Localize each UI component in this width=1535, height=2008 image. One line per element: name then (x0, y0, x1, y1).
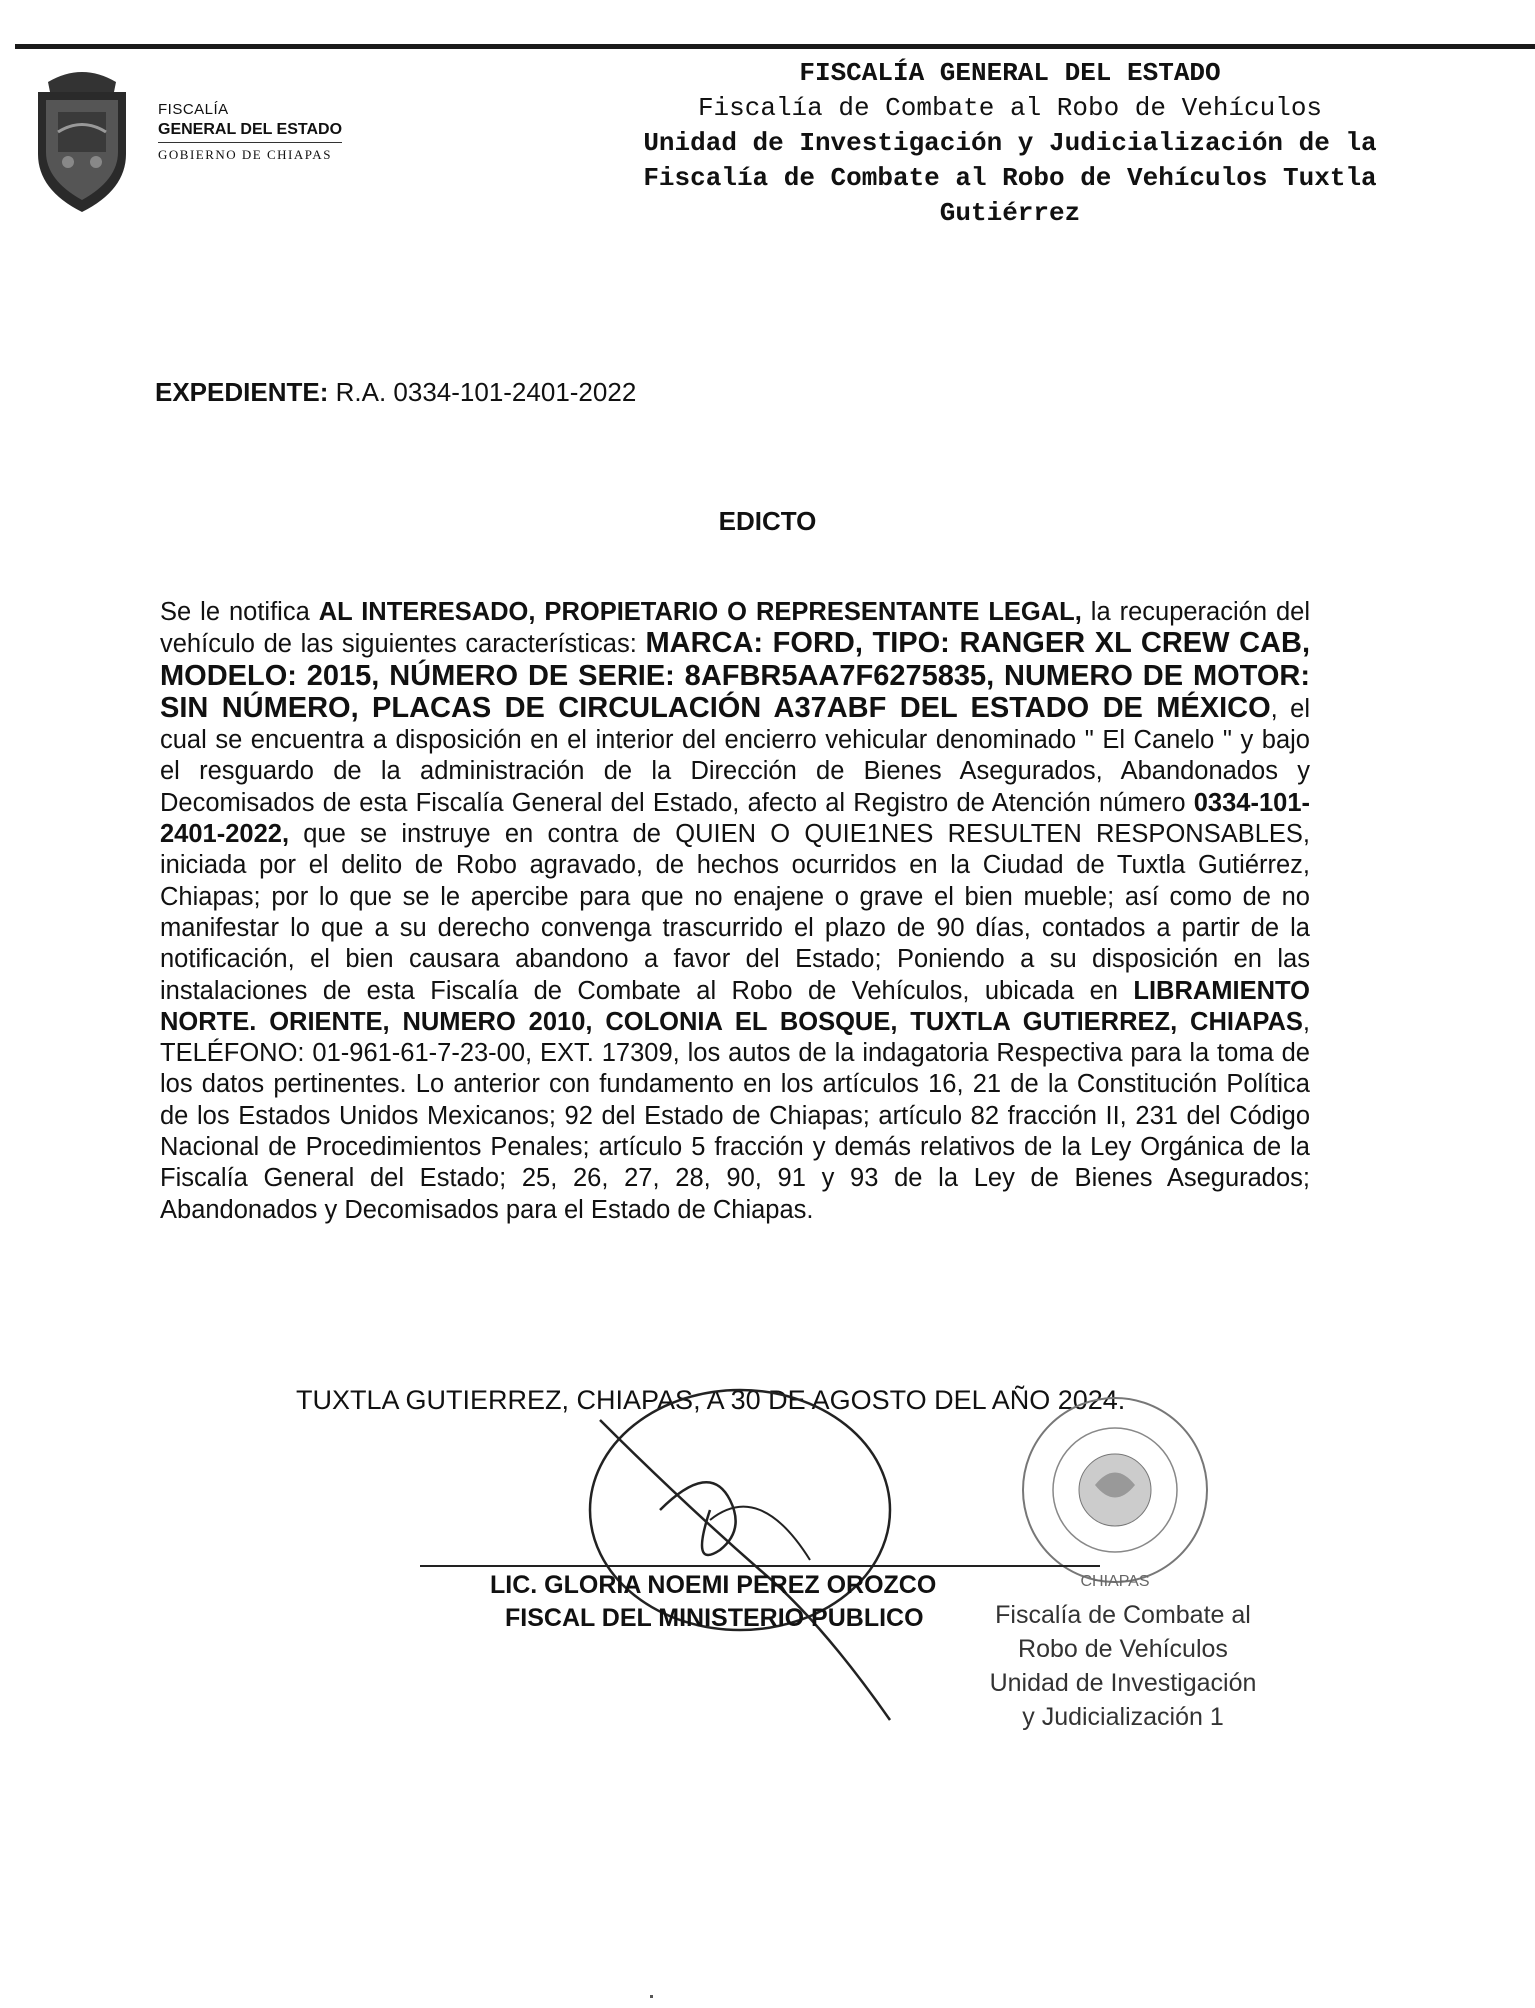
body-text-5: , TELÉFONO: 01-961-61-7-23-00, EXT. 17309, los autos de la indagatoria Respectiva para la toma de los datos pertinentes. Lo anterior con fundamento en los artículos 16, 21 de la Constitución Política de los Estados Unidos Mexicanos; 92 del Estado de Chiapas; artículo 82 fracción II, 231 del Código Nacional de Procedimientos Penales; artículo 5 fracción y demás relativos de la Ley Orgánica de la Fiscalía General del Estado; 25, 26, 27, 28, 90, 91 y 93 de la Ley de Bienes Asegurados; Abandonados y Decomisados para el Estado de Chiapas. (160, 1007, 1310, 1224)
signatory-role: FISCAL DEL MINISTERIO PUBLICO (505, 1604, 924, 1632)
edicto-body (160, 597, 1310, 1226)
address-bold: LIBRAMIENTO NORTE. ORIENTE, NUMERO 2010, COLONIA EL BOSQUE, TUXTLA GUTIERREZ, CHIAPAS (160, 976, 1310, 1036)
stamp-line-1: Fiscalía de Combate al (995, 1601, 1251, 1629)
agency-block (158, 100, 342, 165)
signature-line (420, 1565, 1100, 1567)
body-text-1: Se le notifica (160, 598, 319, 626)
agency-line-1: FISCALÍA (158, 101, 229, 118)
edicto-title: EDICTO (718, 506, 817, 536)
header-unit-line-1: Unidad de Investigación y Judicialización de la (643, 128, 1377, 158)
body-text-2: la recuperación del vehículo de las siguientes características: (160, 598, 1311, 659)
stamp-line-4: y Judicialización 1 (1022, 1703, 1224, 1731)
header-title: FISCALÍA GENERAL DEL ESTADO (799, 58, 1221, 88)
body-text-3: , el cual se encuentra a disposición en el interior del encierro vehicular denominado " El Canelo " y bajo el resguardo de la administración de la Dirección de Bienes Asegurados, Abandonados y Decomisados de esta Fiscalía General del Estado, afecto al Registro de Atención número (160, 694, 1310, 817)
header-unit-line-2: Fiscalía de Combate al Robo de Vehículos Tuxtla (643, 163, 1377, 193)
body-text-4: que se instruye en contra de QUIEN O QUIE1NES RESULTEN RESPONSABLES, iniciada por el delito de Robo agravado, de hechos ocurridos en la Ciudad de Tuxtla Gutiérrez, Chiapas; por lo que se le apercibe para que no enajene o grave el bien mueble; así como de no manifestar lo que a su derecho convenga trascurrido el plazo de 90 días, contados a partir de la notificación, el bien causara abandono a favor del Estado; Poniendo a su disposición en las instalaciones de esta Fiscalía de Combate al Robo de Vehículos, ubicada en (160, 820, 1310, 1005)
official-seal (1000, 1390, 1230, 1600)
header-rule (15, 44, 1535, 49)
scan-speck (650, 1995, 653, 1998)
chiapas-crest-logo (28, 62, 136, 214)
svg-text:CHIAPAS: CHIAPAS (1080, 1573, 1150, 1590)
unit-stamp (968, 1598, 1278, 1734)
stamp-line-3: Unidad de Investigación (989, 1669, 1257, 1697)
expediente-label: EXPEDIENTE: (155, 377, 329, 407)
expediente-line (155, 377, 636, 408)
document-header (540, 56, 1480, 231)
dateline: TUXTLA GUTIERREZ, CHIAPAS, A 30 DE AGOSTO DEL AÑO 2024. (296, 1385, 1126, 1415)
handwritten-signature (560, 1380, 920, 1740)
vehicle-details: MARCA: FORD, TIPO: RANGER XL CREW CAB, MODELO: 2015, NÚMERO DE SERIE: 8AFBR5AA7F6275835, NUMERO DE MOTOR: SIN NÚMERO, PLACAS DE CIRCULACIÓN A37ABF DEL ESTADO DE MÉXICO (160, 627, 1310, 724)
stamp-line-2: Robo de Vehículos (1018, 1635, 1228, 1663)
header-unit-line-3: Gutiérrez (939, 198, 1081, 228)
expediente-value: R.A. 0334-101-2401-2022 (335, 377, 637, 407)
body-bold-1: AL INTERESADO, PROPIETARIO O REPRESENTANTE LEGAL, (318, 598, 1082, 626)
agency-line-2: GENERAL DEL ESTADO (158, 121, 343, 138)
signatory-name: LIC. GLORIA NOEMI PEREZ OROZCO (490, 1571, 937, 1599)
agency-line-3: GOBIERNO DE CHIAPAS (158, 142, 342, 165)
header-subtitle: Fiscalía de Combate al Robo de Vehículos (697, 93, 1323, 123)
registro-number: 0334-101-2401-2022, (160, 788, 1310, 849)
